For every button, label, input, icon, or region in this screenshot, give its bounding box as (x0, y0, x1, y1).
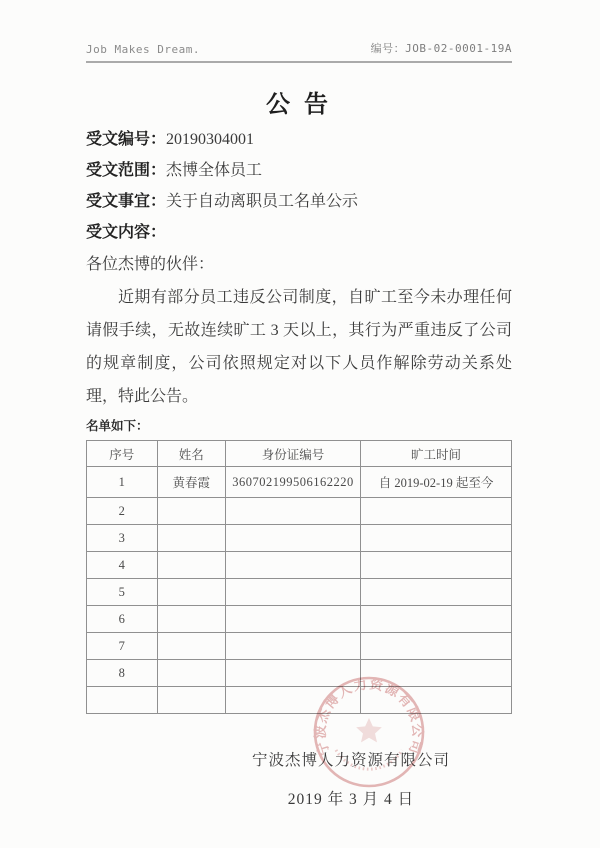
cell-name (157, 498, 225, 525)
letterhead (86, 40, 512, 56)
cell-id-number (225, 633, 360, 660)
cell-absence-period (361, 498, 512, 525)
table-row (87, 687, 512, 714)
cell-serial (87, 687, 158, 714)
cell-id-number (225, 687, 360, 714)
col-header-id-number: 身份证编号 (225, 441, 360, 467)
field-content (86, 223, 512, 242)
cell-id-number (225, 498, 360, 525)
document-number-value: JOB-02-0001-19A (405, 42, 512, 55)
cell-absence-period: 自 2019-02-19 起至今 (361, 467, 512, 498)
cell-serial: 8 (87, 660, 158, 687)
cell-name (157, 606, 225, 633)
cell-absence-period (361, 552, 512, 579)
cell-name (157, 525, 225, 552)
table-row (87, 660, 512, 687)
cell-id-number (225, 552, 360, 579)
cell-serial: 6 (87, 606, 158, 633)
cell-name (157, 687, 225, 714)
cell-serial: 4 (87, 552, 158, 579)
table-row (87, 579, 512, 606)
field-label: 受文内容： (86, 224, 167, 241)
document-number-label: 编号： (370, 42, 406, 55)
table-header-row (87, 441, 512, 467)
meta-fields (86, 130, 512, 242)
field-value: 关于自动离职员工名单公示 (166, 193, 359, 210)
field-scope (86, 161, 512, 180)
page-title: 公 告 (266, 92, 332, 118)
table-row (87, 606, 512, 633)
col-header-serial: 序号 (87, 441, 158, 467)
issue-date: 2019 年 3 月 4 日 (287, 791, 415, 808)
cell-name: 黄春霞 (157, 467, 225, 498)
cell-absence-period (361, 687, 512, 714)
field-subject (86, 192, 512, 211)
absence-roster-table (86, 440, 512, 714)
cell-id-number (225, 606, 360, 633)
signature-block (231, 748, 471, 809)
cell-serial: 7 (87, 633, 158, 660)
cell-id-number: 360702199506162220 (225, 467, 360, 498)
seal-arc-text: 宁波杰博人力资源有限公司 (312, 676, 426, 758)
table-row (87, 525, 512, 552)
table-row (87, 552, 512, 579)
cell-id-number (225, 660, 360, 687)
cell-serial: 1 (87, 467, 158, 498)
cell-name (157, 579, 225, 606)
table-row (87, 467, 512, 498)
cell-name (157, 660, 225, 687)
company-slogan: Job Makes Dream. (86, 43, 200, 56)
table-row (87, 498, 512, 525)
col-header-name: 姓名 (157, 441, 225, 467)
company-name: 宁波杰博人力资源有限公司 (251, 752, 450, 769)
cell-absence-period (361, 525, 512, 552)
document-number (371, 40, 512, 56)
cell-id-number (225, 525, 360, 552)
field-doc-number (86, 130, 512, 149)
table-row (87, 633, 512, 660)
cell-absence-period (361, 606, 512, 633)
salutation: 各位杰博的伙伴： (86, 256, 215, 273)
cell-serial: 3 (87, 525, 158, 552)
cell-serial: 5 (87, 579, 158, 606)
field-label: 受文事宜： (86, 193, 167, 210)
cell-absence-period (361, 579, 512, 606)
cell-name (157, 552, 225, 579)
cell-serial: 2 (87, 498, 158, 525)
cell-name (157, 633, 225, 660)
col-header-absence-period: 旷工时间 (361, 441, 512, 467)
letterhead-divider (86, 61, 512, 63)
cell-id-number (225, 579, 360, 606)
field-value: 20190304001 (166, 131, 255, 148)
field-label: 受文范围： (86, 162, 167, 179)
seal-star-icon (356, 718, 382, 742)
cell-absence-period (361, 633, 512, 660)
list-label: 名单如下： (86, 419, 149, 433)
field-label: 受文编号： (86, 131, 167, 148)
body-paragraph: 近期有部分员工违反公司制度，自旷工至今未办理任何请假手续，无故连续旷工 3 天以上，其行为严重违反了公司的规章制度，公司依照规定对以下人员作解除劳动关系处理，特此公告。 (86, 289, 512, 405)
cell-absence-period (361, 660, 512, 687)
field-value: 杰博全体员工 (166, 162, 263, 179)
